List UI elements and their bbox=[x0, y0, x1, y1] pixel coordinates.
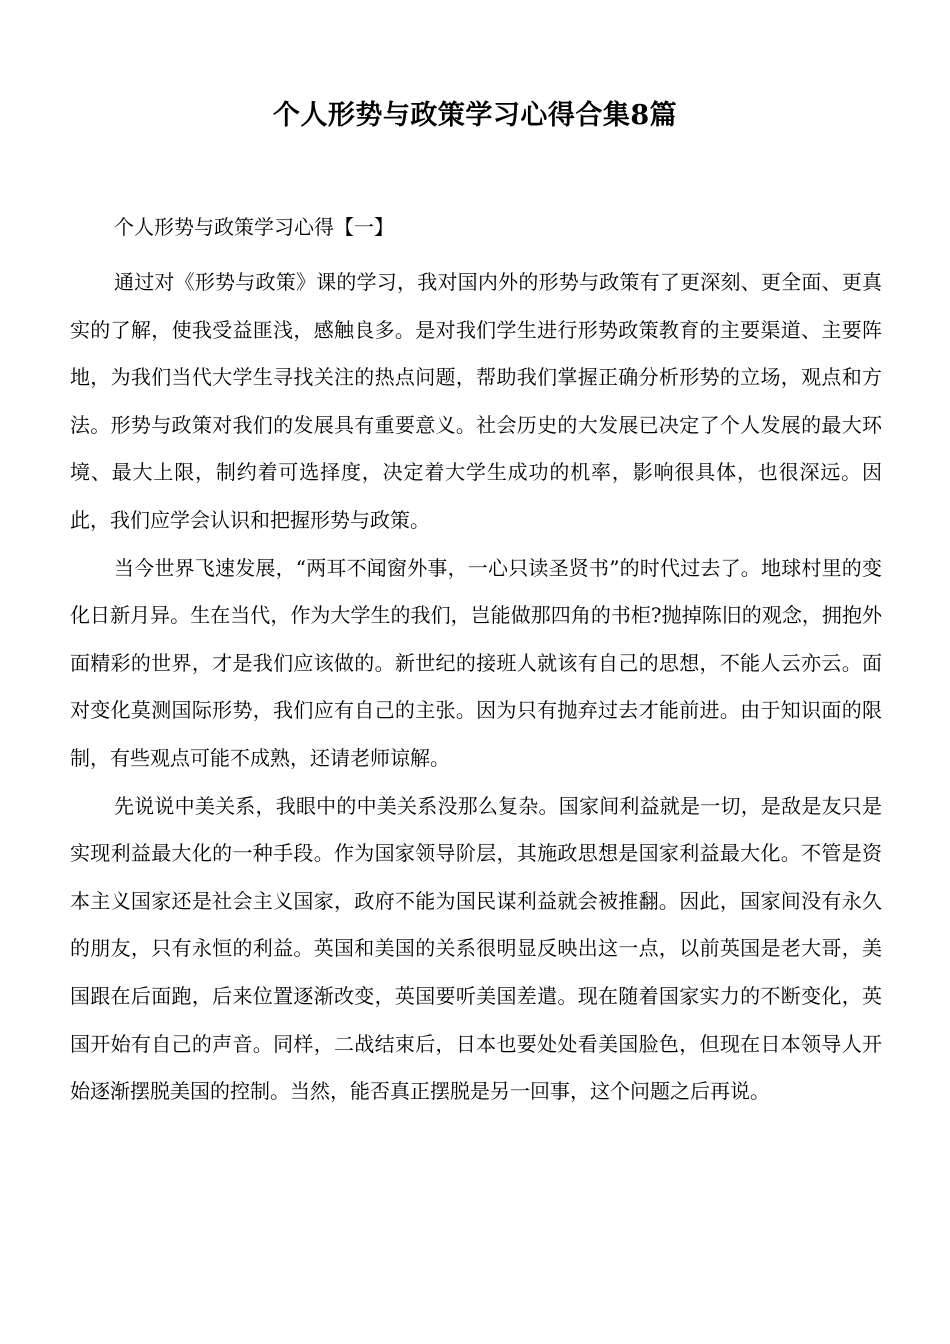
section-heading: 个人形势与政策学习心得【一】 bbox=[114, 215, 394, 239]
document-title: 个人形势与政策学习心得合集8篇 bbox=[272, 100, 678, 131]
paragraph: 先说说中美关系，我眼中的中美关系没那么复杂。国家间利益就是一切，是敌是友只是实现利益最大化的一种手段。作为国家领导阶层，其施政思想是国家利益最大化。不管是资本主义国家还是社会主义国家，政府不能为国民谋利益就会被推翻。因此，国家间没有永久的朋友，只有永恒的利益。英国和美国的关系很明显反映出这一点，以前英国是老大哥，美国跟在后面跑，后来位置逐渐改变，英国要听美国差遣。现在随着国家实力的不断变化，英国开始有自己的声音。同样，二战结束后，日本也要处处看美国脸色，但现在日本领导人开始逐渐摆脱美国的控制。当然，能否真正摆脱是另一回事，这个问题之后再说。 bbox=[70, 793, 882, 1104]
body-text bbox=[70, 259, 882, 1116]
paragraph: 通过对《形势与政策》课的学习，我对国内外的形势与政策有了更深刻、更全面、更真实的了解，使我受益匪浅，感触良多。是对我们学生进行形势政策教育的主要渠道、主要阵地，为我们当代大学生寻找关注的热点问题，帮助我们掌握正确分析形势的立场，观点和方法。形势与政策对我们的发展具有重要意义。社会历史的大发展已决定了个人发展的最大环境、最大上限，制约着可选择度，决定着大学生成功的机率，影响很具体，也很深远。因此，我们应学会认识和把握形势与政策。 bbox=[70, 270, 882, 532]
paragraph: 当今世界飞速发展，“两耳不闻窗外事，一心只读圣贤书”的时代过去了。地球村里的变化日新月异。生在当代，作为大学生的我们，岂能做那四角的书柜?抛掉陈旧的观念，拥抱外面精彩的世界，才是我们应该做的。新世纪的接班人就该有自己的思想，不能人云亦云。面对变化莫测国际形势，我们应有自己的主张。因为只有抛弃过去才能前进。由于知识面的限制，有些观点可能不成熟，还请老师谅解。 bbox=[70, 555, 882, 770]
